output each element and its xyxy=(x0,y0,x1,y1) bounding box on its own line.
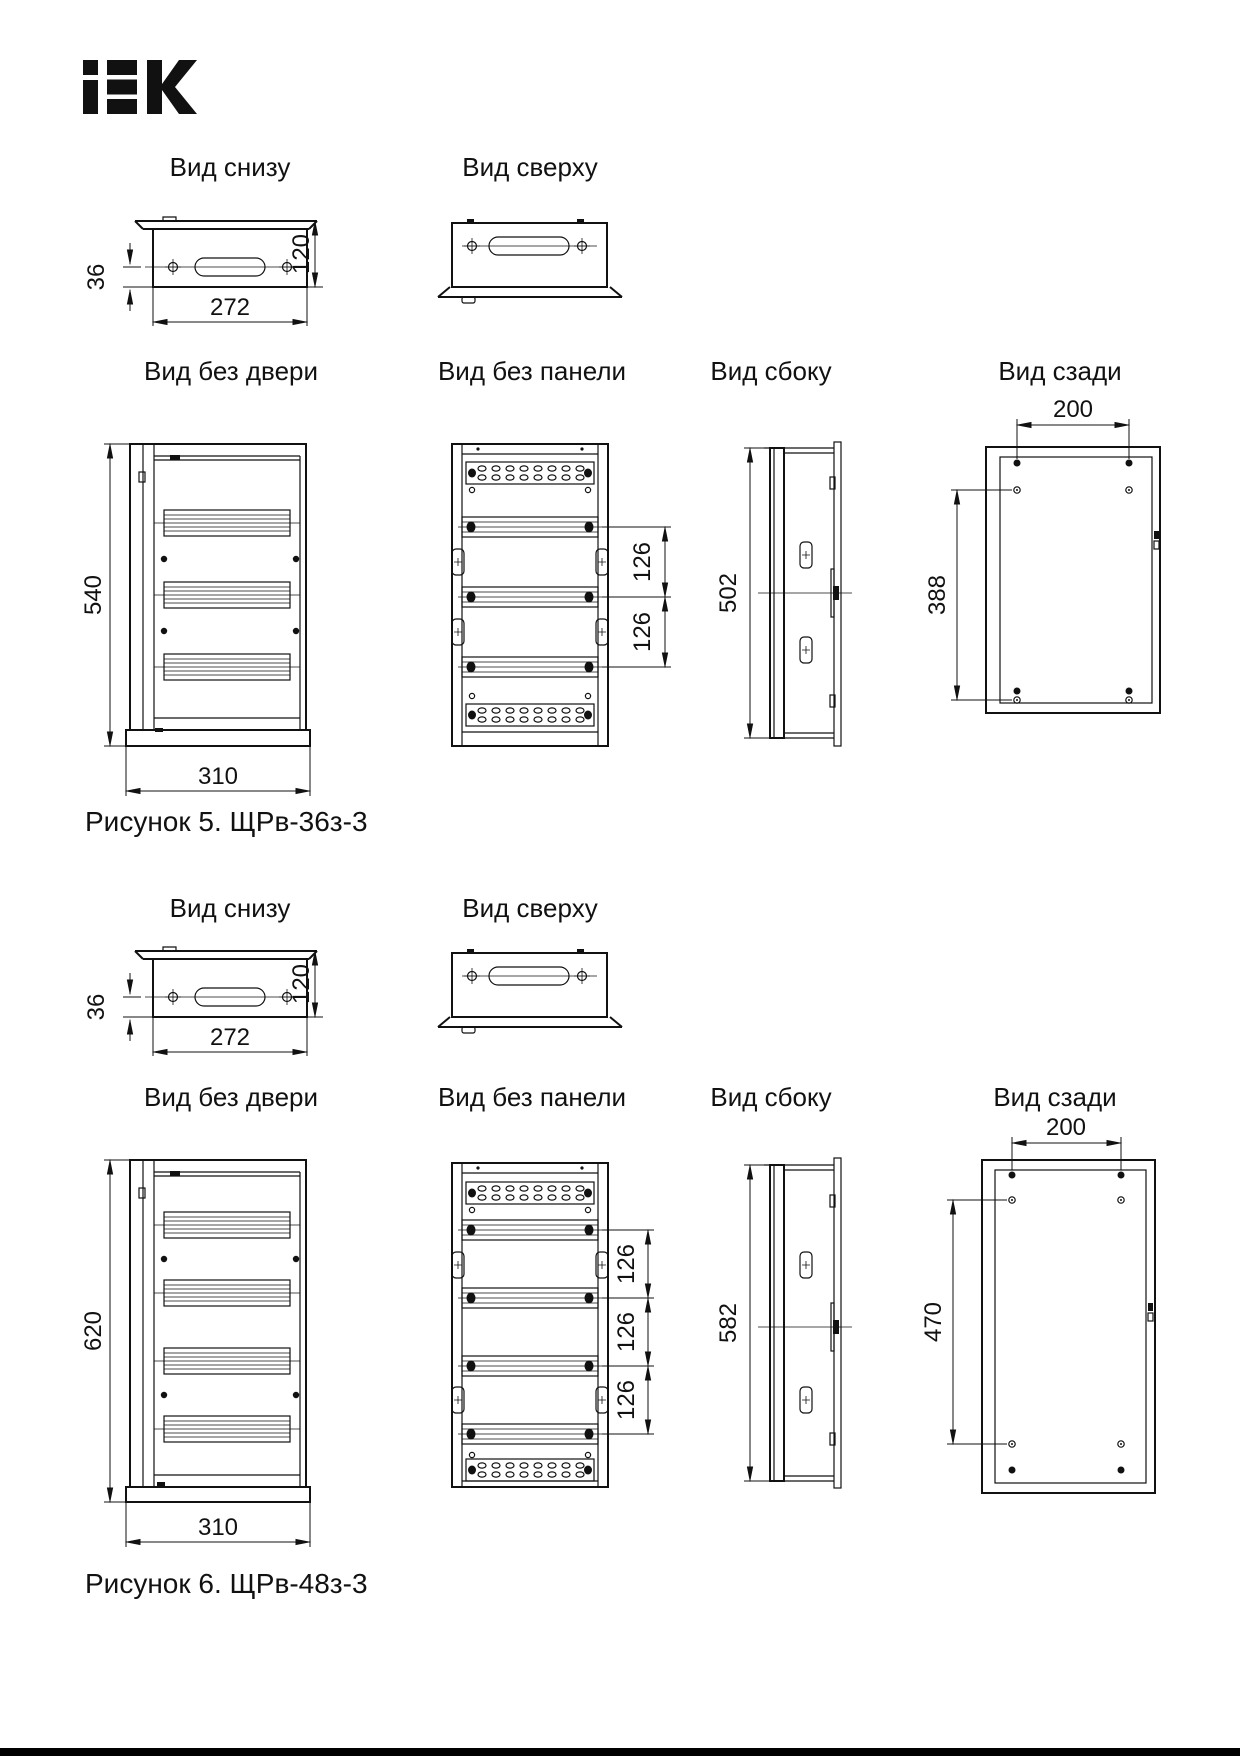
drawing-bottom-view xyxy=(85,925,340,1070)
svg-text:388: 388 xyxy=(924,574,951,616)
svg-text:272: 272 xyxy=(209,294,251,321)
svg-text:126: 126 xyxy=(613,1311,640,1353)
drawing-top-view xyxy=(440,925,635,1040)
dim-120 xyxy=(288,221,323,287)
svg-text:582: 582 xyxy=(715,1302,742,1344)
svg-text:36: 36 xyxy=(83,993,110,1021)
drawing-front-view xyxy=(80,440,350,805)
svg-text:126: 126 xyxy=(613,1243,640,1285)
dim-36 xyxy=(83,973,153,1041)
dim-388 xyxy=(924,490,1012,700)
svg-text:36: 36 xyxy=(83,263,110,291)
view-title-side: Вид сбоку xyxy=(710,356,832,386)
view-title-bottom: Вид снизу xyxy=(169,893,291,923)
dim-582 xyxy=(715,1165,770,1481)
view-title-side: Вид сбоку xyxy=(710,1082,832,1112)
iek-logo xyxy=(83,60,203,116)
svg-text:126: 126 xyxy=(613,1379,640,1421)
dim-272 xyxy=(153,287,307,326)
view-title-top: Вид сверху xyxy=(462,152,598,182)
drawing-rear-view xyxy=(920,1114,1180,1520)
figure-caption: Рисунок 6. ЩРв-48з-3 xyxy=(85,1568,368,1599)
view-title-rear: Вид сзади xyxy=(993,1082,1117,1112)
drawing-top-view xyxy=(440,195,635,310)
view-title-bottom: Вид снизу xyxy=(169,152,291,182)
view-title-top: Вид сверху xyxy=(462,893,598,923)
view-title-front: Вид без двери xyxy=(143,356,319,386)
drawing-panel-view xyxy=(440,1155,695,1515)
svg-text:200: 200 xyxy=(1052,396,1094,423)
svg-text:620: 620 xyxy=(80,1310,107,1352)
view-title-panel: Вид без панели xyxy=(437,356,627,386)
svg-text:310: 310 xyxy=(197,763,239,790)
view-title-panel: Вид без панели xyxy=(437,1082,627,1112)
dim-36 xyxy=(83,243,153,311)
drawing-side-view xyxy=(700,440,870,755)
drawing-rear-view xyxy=(924,395,1185,730)
svg-text:126: 126 xyxy=(629,611,656,653)
dim-540 xyxy=(80,444,130,746)
iek-logo-glyphs xyxy=(83,60,197,114)
dim-200 xyxy=(1012,1114,1121,1170)
dim-272 xyxy=(153,1017,307,1056)
drawing-panel-view xyxy=(440,440,695,770)
drawing-front-view xyxy=(80,1155,350,1555)
svg-text:120: 120 xyxy=(288,233,315,275)
drawing-bottom-view xyxy=(85,195,340,340)
dim-200 xyxy=(1017,396,1129,459)
svg-text:126: 126 xyxy=(629,541,656,583)
svg-text:310: 310 xyxy=(197,1514,239,1541)
dim-310 xyxy=(126,746,310,796)
dim-310 xyxy=(126,1502,310,1547)
svg-text:200: 200 xyxy=(1045,1114,1087,1141)
view-title-rear: Вид сзади xyxy=(998,356,1122,386)
svg-text:470: 470 xyxy=(920,1301,947,1343)
dim-pitch xyxy=(602,527,671,667)
svg-text:272: 272 xyxy=(209,1024,251,1051)
drawing-side-view xyxy=(700,1155,870,1500)
dim-120 xyxy=(288,951,323,1017)
svg-text:120: 120 xyxy=(288,963,315,1005)
dim-pitch xyxy=(602,1230,654,1434)
figure-caption: Рисунок 5. ЩРв-36з-3 xyxy=(85,806,368,837)
page-bottom-bar xyxy=(0,1748,1240,1756)
svg-text:540: 540 xyxy=(80,574,107,616)
svg-text:502: 502 xyxy=(715,572,742,614)
view-title-front: Вид без двери xyxy=(143,1082,319,1112)
dim-470 xyxy=(920,1200,1007,1444)
dim-620 xyxy=(80,1160,130,1502)
